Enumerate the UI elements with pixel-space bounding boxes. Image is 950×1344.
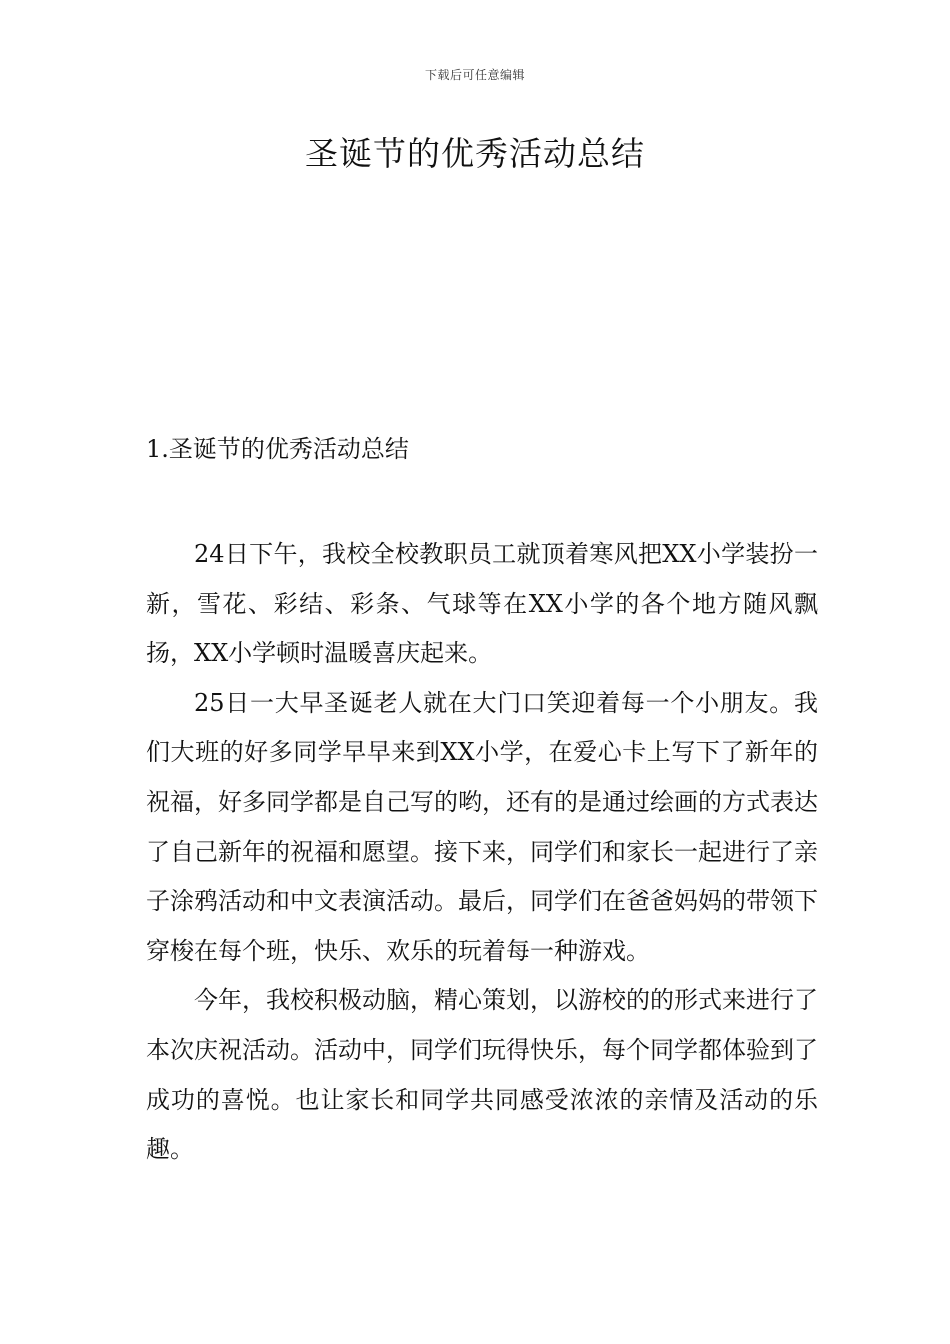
header-note: 下载后可任意编辑 bbox=[424, 68, 525, 82]
document-title: 圣诞节的优秀活动总结 bbox=[305, 134, 645, 173]
section-heading: 1.圣诞节的优秀活动总结 bbox=[146, 435, 409, 463]
body-text bbox=[146, 530, 818, 1175]
paragraph-3: 今年，我校积极动脑，精心策划，以游校的的形式来进行了本次庆祝活动。活动中，同学们玩得快乐，每个同学都体验到了成功的喜悦。也让家长和同学共同感受浓浓的亲情及活动的乐趣。 bbox=[146, 986, 818, 1164]
paragraph-2: 25日一大早圣诞老人就在大门口笑迎着每一个小朋友。我们大班的好多同学早早来到XX小学，在爱心卡上写下了新年的祝福，好多同学都是自己写的哟，还有的是通过绘画的方式表达了自己新年的祝福和愿望。接下来，同学们和家长一起进行了亲子涂鸦活动和中文表演活动。最后，同学们在爸爸妈妈的带领下穿梭在每个班，快乐、欢乐的玩着每一种游戏。 bbox=[146, 688, 818, 965]
paragraph-1: 24日下午，我校全校教职员工就顶着寒风把XX小学装扮一新，雪花、彩结、彩条、气球等在XX小学的各个地方随风飘扬，XX小学顿时温暖喜庆起来。 bbox=[146, 540, 818, 668]
